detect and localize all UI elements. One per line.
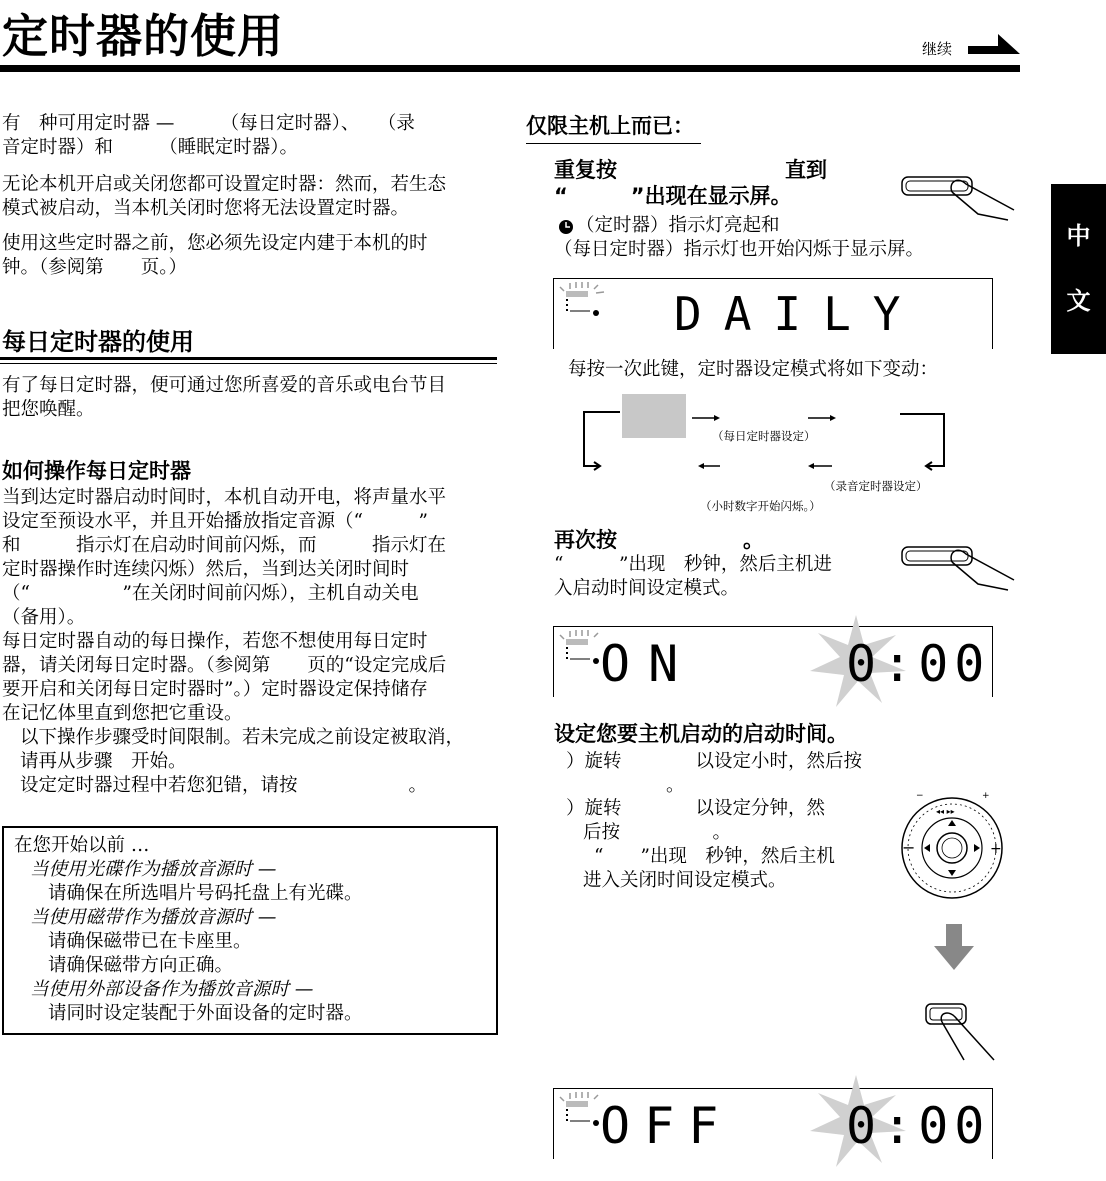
section-rule [0, 357, 497, 360]
box-line: 当使用光碟作为播放音源时 — [30, 859, 277, 880]
cycle-description: 每按一次此键，定时器设定模式将如下变动： [568, 359, 939, 380]
down-arrow-icon [934, 924, 974, 972]
step3-line: ）旋转 以设定分钟，然 [566, 798, 826, 819]
language-tab [1051, 184, 1106, 354]
step1-title: 重复按 直到 [554, 158, 827, 182]
cycle-rec-label: （录音定时器设定） [824, 479, 928, 493]
main-unit-only: 仅限主机上而已： [526, 114, 694, 138]
display-on [553, 626, 993, 697]
main-only-rule [526, 143, 701, 144]
body-line: （备用）。 [2, 607, 86, 628]
step3-title: 设定您要主机启动的启动时间。 [554, 722, 848, 746]
cycle-hour-label: （小时数字开始闪烁。） [700, 499, 821, 513]
display-left-text: OFF [600, 1097, 733, 1155]
box-title: 在您开始以前 … [14, 835, 150, 856]
box-line: 请同时设定装配于外面设备的定时器。 [48, 1003, 363, 1024]
press-button-icon [924, 1002, 1004, 1066]
step1-note: （定时器）指示灯亮起和 [576, 215, 780, 236]
subsection-title: 如何操作每日定时器 [2, 459, 191, 483]
step1-title: “ ”出现在显示屏。 [554, 184, 792, 208]
step3-line: “ ”出现 秒钟，然后主机 [594, 846, 835, 867]
section-rule [0, 363, 497, 364]
svg-text:+: + [982, 791, 990, 801]
box-line: 请确保磁带方向正确。 [48, 955, 234, 976]
note-line: 以下操作步骤受时间限制。若未完成之前设定被取消， [20, 727, 465, 748]
intro-line: 钟。（参阅第 页。） [2, 257, 188, 278]
display-daily [553, 278, 993, 349]
step2-line: 入启动时间设定模式。 [554, 578, 740, 599]
svg-text:−: − [902, 838, 916, 857]
cycle-daily-label: （每日定时器设定） [712, 429, 816, 443]
before-you-start-box [2, 826, 498, 1035]
timer-blink-icon [558, 281, 614, 317]
title-rule [0, 65, 1020, 72]
body-line: 当到达定时器启动时间时，本机自动开电，将声量水平 [2, 487, 447, 508]
box-line: 当使用外部设备作为播放音源时 — [30, 979, 314, 1000]
step1-note: （每日定时器）指示灯也开始闪烁于显示屏。 [554, 239, 925, 260]
press-button-icon [900, 172, 1020, 222]
language-tab-char: 文 [1066, 287, 1091, 315]
intro-line: 模式被启动，当本机关闭时您将无法设置定时器。 [2, 198, 410, 219]
svg-text:◂◂ ▸▸: ◂◂ ▸▸ [936, 807, 955, 816]
multi-control-dial-icon [896, 790, 1008, 902]
step3-line: ）旋转 以设定小时，然后按 [566, 751, 863, 772]
timer-indicator-icon [557, 218, 575, 236]
intro-line: 音定时器）和 （睡眠定时器）。 [2, 137, 299, 158]
body-line: 定时器操作时连续闪烁）然后，当到达关闭时间时 [2, 559, 410, 580]
step3-line: 。 [666, 775, 685, 796]
step2-title: 再次按 。 [554, 528, 764, 552]
page-title: 定时器的使用 [2, 9, 284, 63]
step3-line: 进入关闭时间设定模式。 [583, 870, 787, 891]
body-line: 和 指示灯在启动时间前闪烁，而 指示灯在 [2, 535, 447, 556]
box-line: 请确保在所选唱片号码托盘上有光碟。 [48, 883, 363, 904]
step3-line: 后按 。 [583, 822, 732, 843]
intro-line: 使用这些定时器之前，您必须先设定内建于本机的时 [2, 233, 428, 254]
continue-arrow-icon [968, 32, 1022, 58]
intro-line: 无论本机开启或关闭您都可设置定时器：然而，若生态 [2, 174, 447, 195]
body-line: 每日定时器自动的每日操作，若您不想使用每日定时 [2, 631, 428, 652]
body-line: 要开启和关闭每日定时器时”。）定时器设定保持储存 [2, 679, 428, 700]
intro-line: 有 种可用定时器 — （每日定时器）、 （录 [2, 113, 415, 134]
display-off [553, 1088, 993, 1159]
display-text: DAILY [674, 287, 923, 341]
body-line: 设定至预设水平，并且开始播放指定音源（“ ” [2, 511, 428, 532]
section-intro-line: 把您唤醒。 [2, 399, 95, 420]
box-line: 请确保磁带已在卡座里。 [48, 931, 252, 952]
box-line: 当使用磁带作为播放音源时 — [30, 907, 277, 928]
note-line: 设定定时器过程中若您犯错，请按 。 [20, 775, 428, 796]
display-right-text: 0:00 [846, 635, 991, 693]
language-tab-char: 中 [1066, 222, 1091, 250]
display-left-text: ON [600, 635, 697, 693]
press-button-icon [900, 542, 1020, 592]
body-line: 在记忆体里直到您把它重设。 [2, 703, 243, 724]
step2-line: “ ”出现 秒钟，然后主机进 [554, 554, 832, 575]
body-line: 器，请关闭每日定时器。（参阅第 页的“设定完成后 [2, 655, 447, 676]
note-line: 请再从步骤 开始。 [20, 751, 187, 772]
section-intro-line: 有了每日定时器，便可通过您所喜爱的音乐或电台节目 [2, 375, 447, 396]
section-title: 每日定时器的使用 [2, 328, 194, 356]
display-right-text: 0:00 [846, 1097, 991, 1155]
svg-text:−: − [916, 791, 924, 801]
continue-label: 继续 [922, 40, 953, 58]
svg-text:+: + [990, 841, 1002, 857]
body-line: （“ ”在关闭时间前闪烁），主机自动关电 [2, 583, 419, 604]
